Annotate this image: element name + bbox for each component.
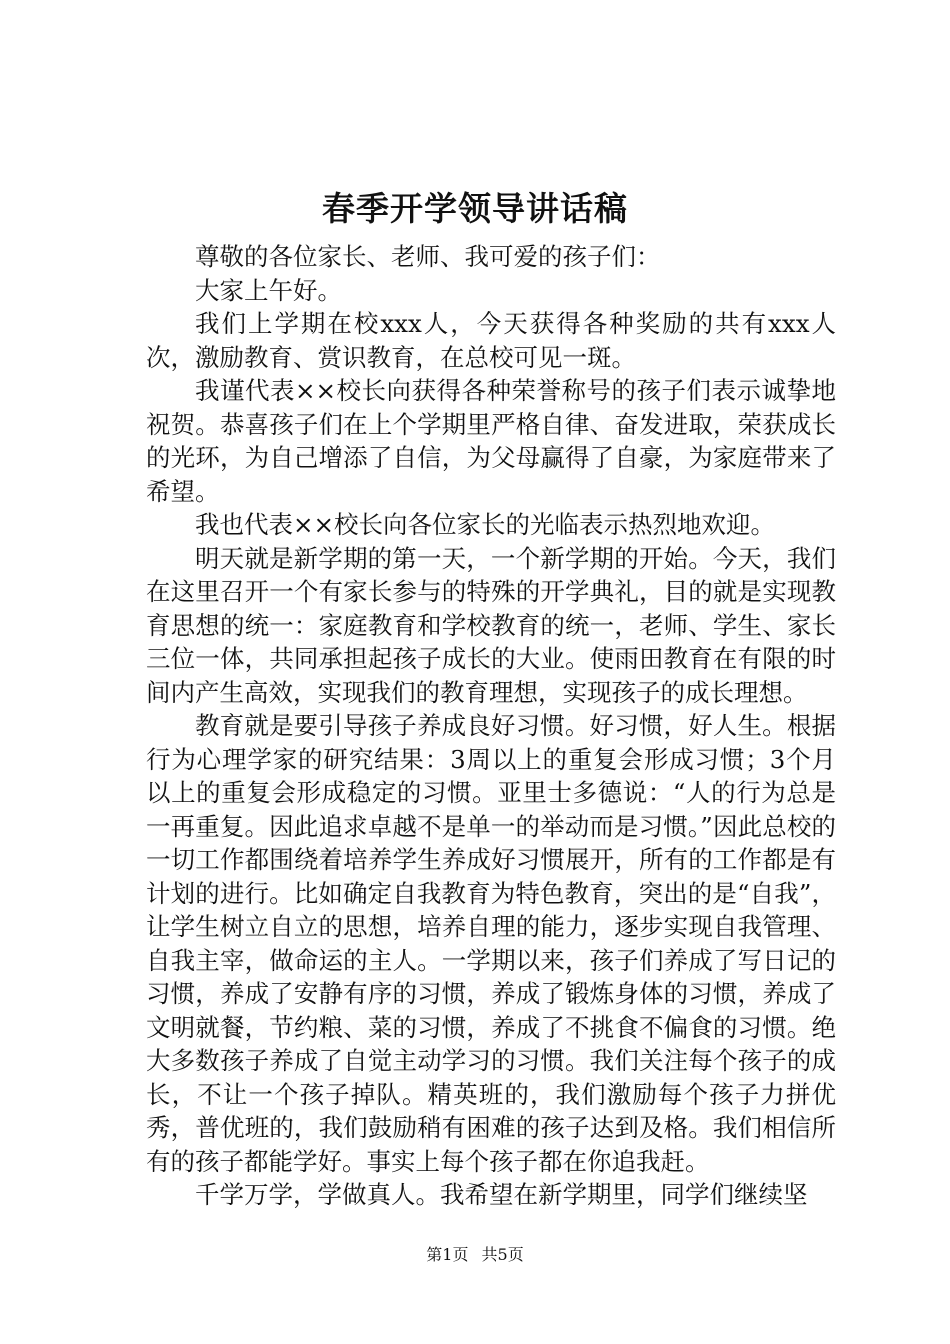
page-number: 第1页 xyxy=(426,1245,469,1264)
paragraph-salutation: 尊敬的各位家长、老师、我可爱的孩子们： xyxy=(195,242,661,271)
document-body xyxy=(146,240,836,1212)
paragraph: 我也代表××校长向各位家长的光临表示热烈地欢迎。 xyxy=(195,510,776,539)
document-title: 春季开学领导讲话稿 xyxy=(322,189,628,228)
paragraph: 千学万学，学做真人。我希望在新学期里，同学们继续坚 xyxy=(195,1180,808,1209)
page-total: 共5页 xyxy=(481,1245,524,1264)
paragraph: 明天就是新学期的第一天，一个新学期的开始。今天，我们在这里召开一个有家长参与的特殊的开学典礼，目的就是实现教育思想的统一：家庭教育和学校教育的统一，老师、学生、家长三位一体，共同承担起孩子成长的大业。使雨田教育在有限的时间内产生高效，实现我们的教育理想，实现孩子的成长理想。 xyxy=(146,543,836,707)
paragraph: 我谨代表××校长向获得各种荣誉称号的孩子们表示诚挚地祝贺。恭喜孩子们在上个学期里严格自律、奋发进取，荣获成长的光环，为自己增添了自信，为父母赢得了自豪，为家庭带来了希望。 xyxy=(146,376,836,506)
paragraph-greeting: 大家上午好。 xyxy=(195,275,342,305)
paragraph: 我们上学期在校xxx人，今天获得各种奖励的共有xxx人次，激励教育、赏识教育，在总校可见一斑。 xyxy=(146,309,836,372)
paragraph: 教育就是要引导孩子养成良好习惯。好习惯，好人生。根据行为心理学家的研究结果：3周以上的重复会形成习惯；3个月以上的重复会形成稳定的习惯。亚里士多德说：“人的行为总是一再重复。因此追求卓越不是单一的举动而是习惯。”因此总校的一切工作都围绕着培养学生养成好习惯展开，所有的工作都是有计划的进行。比如确定自我教育为特色教育，突出的是“自我”，让学生树立自立的思想，培养自理的能力，逐步实现自我管理、自我主宰，做命运的主人。一学期以来，孩子们养成了写日记的习惯，养成了安静有序的习惯，养成了锻炼身体的习惯，养成了文明就餐，节约粮、菜的习惯，养成了不挑食不偏食的习惯。绝大多数孩子养成了自觉主动学习的习惯。我们关注每个孩子的成长，不让一个孩子掉队。精英班的，我们激励每个孩子力拼优秀，普优班的，我们鼓励稍有困难的孩子达到及格。我们相信所有的孩子都能学好。事实上每个孩子都在你追我赶。 xyxy=(146,711,836,1176)
page-footer xyxy=(0,1245,950,1265)
